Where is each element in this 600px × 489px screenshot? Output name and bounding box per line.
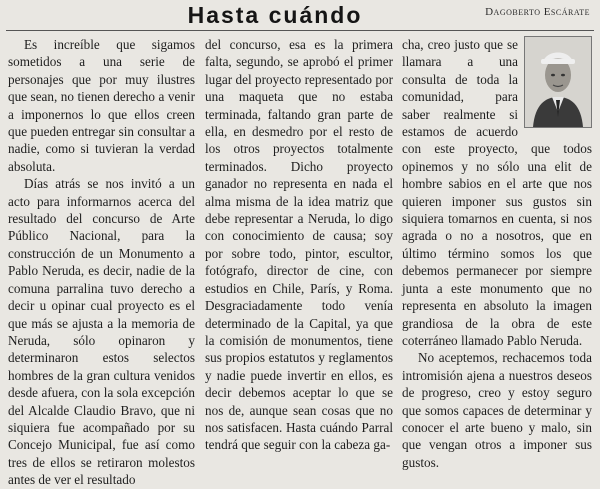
paragraph: Es increíble que sigamos sometidos a una serie de personajes que por muy ilustres que sean, no tienen derecho a venir a imponernos lo que ellos creen que pueden entregar sin consultar a nadie, como si tuvieran la verdad absoluta. [8,37,195,174]
column-2 [205,36,393,454]
paragraph: del concurso, esa es la primera falta, segundo, se aprobó el primer lugar del proyecto representado por una maqueta que no estaba terminada, faltando gran parte de ella, en desmedro por el resto de los otros proyectos totalmente terminados. Dicho proyecto ganador no representa en nada el alma misma de la idea matriz que debe representar a Neruda, lo digo con conocimiento de causa; soy por sobre todo, pintor, escultor, fotógrafo, director de cine, con estudios en Chile, París, y Roma. Desgraciadamente todo venía determinado de la Capital, ya que la comisión de monumentos, tiene sus propios estatutos y reglamentos y nadie puede invertir en ellos, es decir debemos aceptar lo que se nos de, aunque sean cosas que no nos satisfacen. Hasta cuándo Parral tendrá que seguir con la cabeza ga- [205,37,393,453]
article-title: Hasta cuándo [187,2,363,28]
header-rule [6,30,594,31]
author-byline: Dagoberto Escárate [485,6,590,18]
paragraph: cha, creo justo que se llamara a una consulta de toda la comunidad, para saber realmente si estamos de acuerdo con este proyecto, que todos opinemos y no sólo una elit de hombre sabios en el arte que nos quieren imponer sus gustos sin siquiera tomarnos en cuenta, si nos agrada o no a nosotros, que en último término somos los que debemos permanecer por siempre junta a este monumento que no representa en absoluto la imagen grandiosa de la obra de este coterráneo llamado Pablo Neruda. [402,37,592,348]
paragraph: No aceptemos, rechacemos toda intromisión ajena a nuestros deseos de progreso, creo y estoy seguro que somos capaces de determinar y conocer el arte bueno y malo, sin que vengan otros a imponer sus gustos. [402,350,592,470]
column-3 [402,36,592,471]
author-photo [524,36,592,128]
paragraph: Días atrás se nos invitó a un acto para informarnos acerca del resultado del concurso de Arte Público Nacional, para la construcción de un Monumento a Pablo Neruda, es decir, nadie de la comuna parralina tuvo derecho a decir u opinar cual proyecto es el que más se ajusta a la memoria de Neruda, sólo opinaron y determinaron estos selectos hombres de la gran cultura venidos desde afuera, con la sola excepción del Alcalde Claudio Bravo, que ni siquiera fue acompañado por su Concejo Municipal, fue así como tres de ellos se retiraron molestos antes de ver el resultado [8,176,195,488]
column-1 [8,36,195,489]
